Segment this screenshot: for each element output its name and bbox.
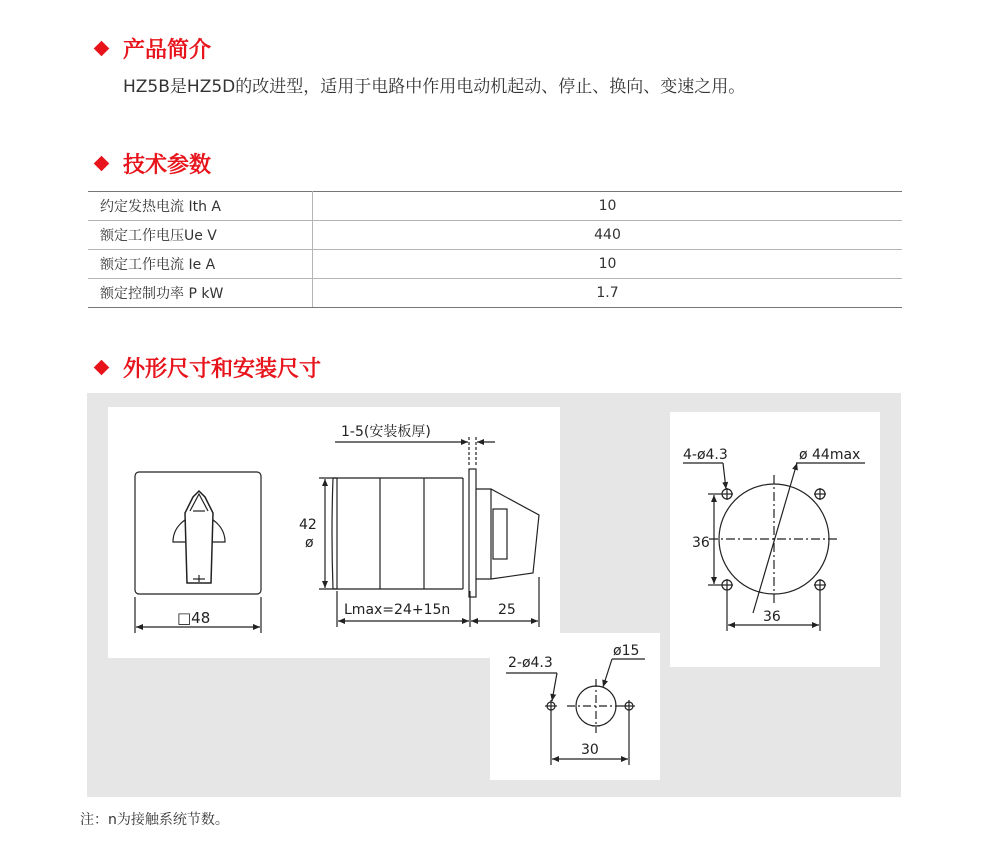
section-heading-intro: [90, 33, 211, 63]
section-heading-specs: [90, 148, 211, 178]
cutout-view: [506, 659, 645, 765]
dim-label-hole-pattern-4: 4-ø4.3: [683, 447, 728, 463]
diamond-bullet-icon: [94, 359, 110, 375]
dim-label-panel-thickness: 1-5(安装板厚): [341, 424, 431, 440]
side-view: [319, 437, 539, 627]
dimension-drawing-area: [87, 393, 901, 797]
dim-label-length: Lmax=24+15n: [344, 602, 451, 618]
section-title-dims: 外形尺寸和安装尺寸: [123, 356, 322, 382]
dim-label-hole-pattern-2: 2-ø4.3: [508, 655, 553, 671]
dim-label-dia-value: 42: [299, 517, 317, 533]
section-heading-dims: [90, 352, 321, 382]
dim-label-spacing-v: 36: [692, 535, 710, 551]
table-row: [88, 279, 902, 308]
spec-value: 440: [313, 221, 903, 250]
dim-label-spacing-h: 36: [763, 609, 781, 625]
section-title-specs: 技术参数: [123, 152, 212, 178]
spec-value: 1.7: [313, 279, 903, 308]
spec-value: 10: [313, 250, 903, 279]
footnote: 注：n为接触系统节数。: [80, 812, 229, 828]
dim-label-spacing-2: 30: [581, 742, 599, 758]
diamond-bullet-icon: [94, 40, 110, 56]
diamond-bullet-icon: [94, 155, 110, 171]
spec-label: 约定发热电流 Ith A: [88, 192, 313, 221]
dim-label-dia-symbol: ø: [305, 535, 314, 551]
table-row: [88, 250, 902, 279]
spec-label: 额定工作电流 Ie A: [88, 250, 313, 279]
intro-text: HZ5B是HZ5D的改进型，适用于电路中作用电动机起动、停止、换向、变速之用。: [123, 77, 746, 97]
mounting-view: [683, 463, 865, 631]
dim-label-depth: 25: [498, 602, 516, 618]
table-row: [88, 192, 902, 221]
dim-label-max-diameter: ø 44max: [799, 447, 861, 463]
spec-label: 额定控制功率 P kW: [88, 279, 313, 308]
technical-drawing: [87, 393, 901, 797]
spec-value: 10: [313, 192, 903, 221]
dim-label-center-diameter: ø15: [613, 643, 640, 659]
dim-label-front-size: □48: [177, 609, 211, 627]
spec-label: 额定工作电压Ue V: [88, 221, 313, 250]
section-title-intro: 产品简介: [123, 37, 212, 63]
table-row: [88, 221, 902, 250]
spec-table: [88, 191, 902, 308]
